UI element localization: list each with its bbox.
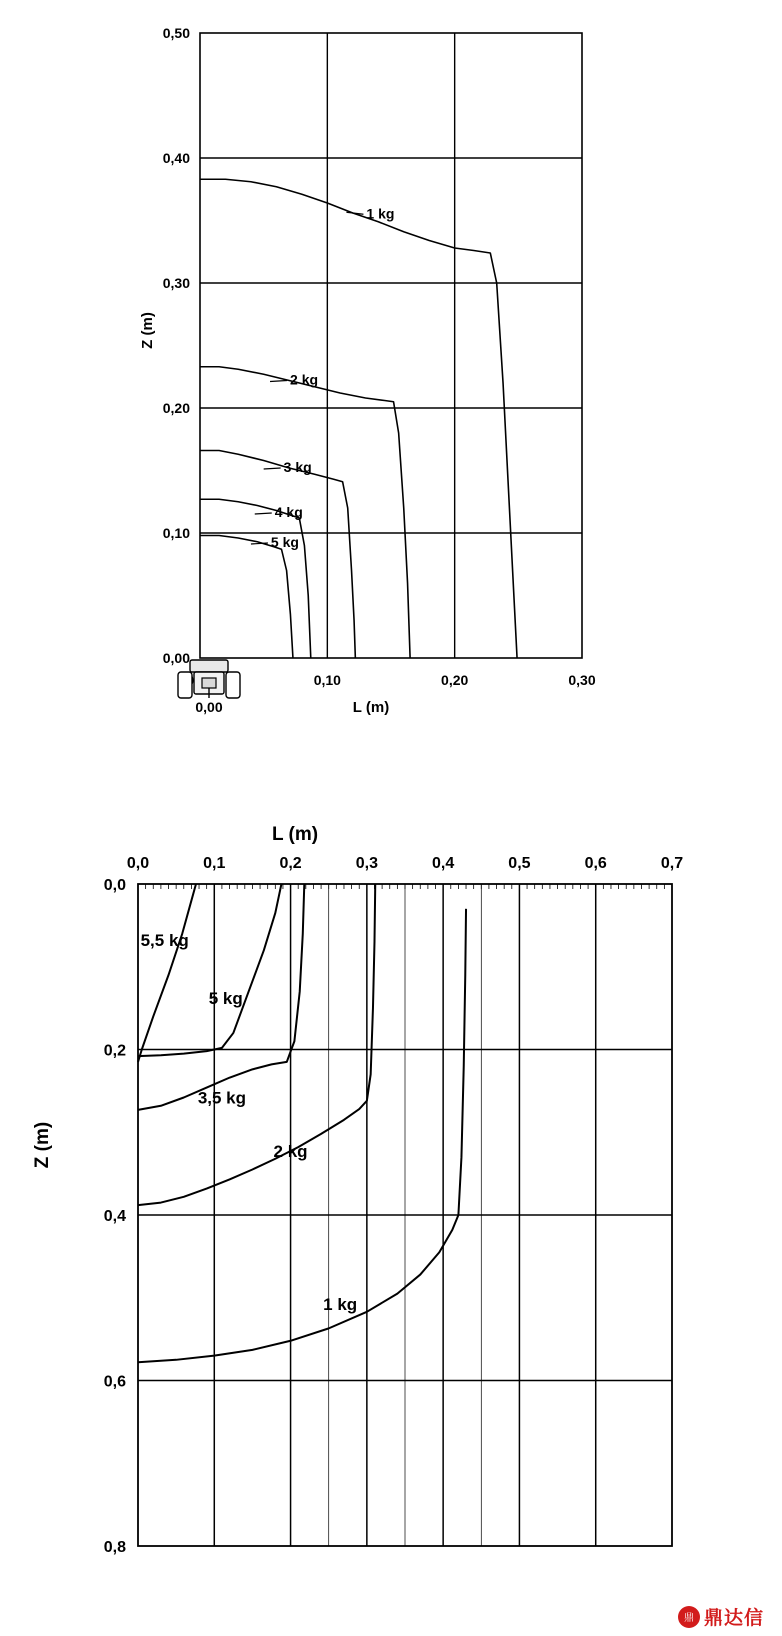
y-tick-label: 0,0 <box>103 877 126 894</box>
x-tick-label: 0,6 <box>584 855 607 872</box>
x-tick-label: 0,3 <box>355 855 378 872</box>
x-axis-label: L (m) <box>352 699 390 716</box>
machine-pictogram <box>178 660 240 715</box>
watermark <box>678 1603 764 1630</box>
y-tick-label: 0,30 <box>162 275 190 291</box>
y-tick-label: 0,40 <box>162 150 190 166</box>
series-curve <box>138 884 196 1062</box>
x-tick-label: 0,5 <box>508 855 531 872</box>
series-label: 2 kg <box>290 371 319 388</box>
x-tick-label: 0,4 <box>432 855 455 872</box>
y-tick-label: 0,00 <box>162 650 190 666</box>
series-curve <box>200 367 410 658</box>
series-curve <box>138 884 281 1056</box>
x-tick-label: 0,0 <box>126 855 150 872</box>
series-curve <box>200 451 355 659</box>
y-tick-label: 0,50 <box>162 25 190 41</box>
series-label: 1 kg <box>366 205 395 222</box>
series-label: 3 kg <box>283 459 312 475</box>
y-axis-label: Z (m) <box>139 312 156 349</box>
y-tick-label: 0,4 <box>103 1208 126 1225</box>
lower-load-diagram <box>0 780 782 1636</box>
x-tick-label: 0,1 <box>203 855 226 872</box>
y-axis-label: Z (m) <box>32 1121 53 1169</box>
series-label: 5 kg <box>208 988 243 1008</box>
y-tick-label: 0,6 <box>103 1373 126 1391</box>
x-tick-label: 0,7 <box>660 855 684 872</box>
x-tick-label: 0,20 <box>441 672 469 688</box>
y-tick-label: 0,10 <box>162 525 190 541</box>
series-curve <box>200 499 311 658</box>
series-curve <box>138 909 466 1362</box>
x-tick-label: 0,10 <box>313 672 341 688</box>
x-tick-label: 0,2 <box>279 855 302 872</box>
lower-chart-svg <box>0 780 782 1636</box>
watermark-text: 鼎达信 <box>703 1608 764 1629</box>
series-label: 4 kg <box>274 504 303 520</box>
x-axis-label: L (m) <box>271 824 319 845</box>
upper-chart-svg <box>0 0 782 760</box>
series-label: 1 kg <box>323 1295 358 1315</box>
series-label: 5 kg <box>270 534 299 550</box>
series-label: 5,5 kg <box>140 931 189 951</box>
x-tick-label: 0,30 <box>568 672 596 688</box>
y-tick-label: 0,2 <box>103 1042 126 1060</box>
y-tick-label: 0,20 <box>162 400 190 416</box>
series-curve <box>200 179 517 658</box>
series-label: 3,5 kg <box>197 1088 247 1108</box>
y-tick-label: 0,8 <box>103 1539 126 1556</box>
series-label: 2 kg <box>273 1142 308 1162</box>
series-curve <box>200 536 293 659</box>
origin-marker-label: 0,00 <box>195 699 223 715</box>
watermark-badge-icon: 鼎 <box>678 1606 700 1628</box>
upper-load-diagram <box>0 0 782 760</box>
